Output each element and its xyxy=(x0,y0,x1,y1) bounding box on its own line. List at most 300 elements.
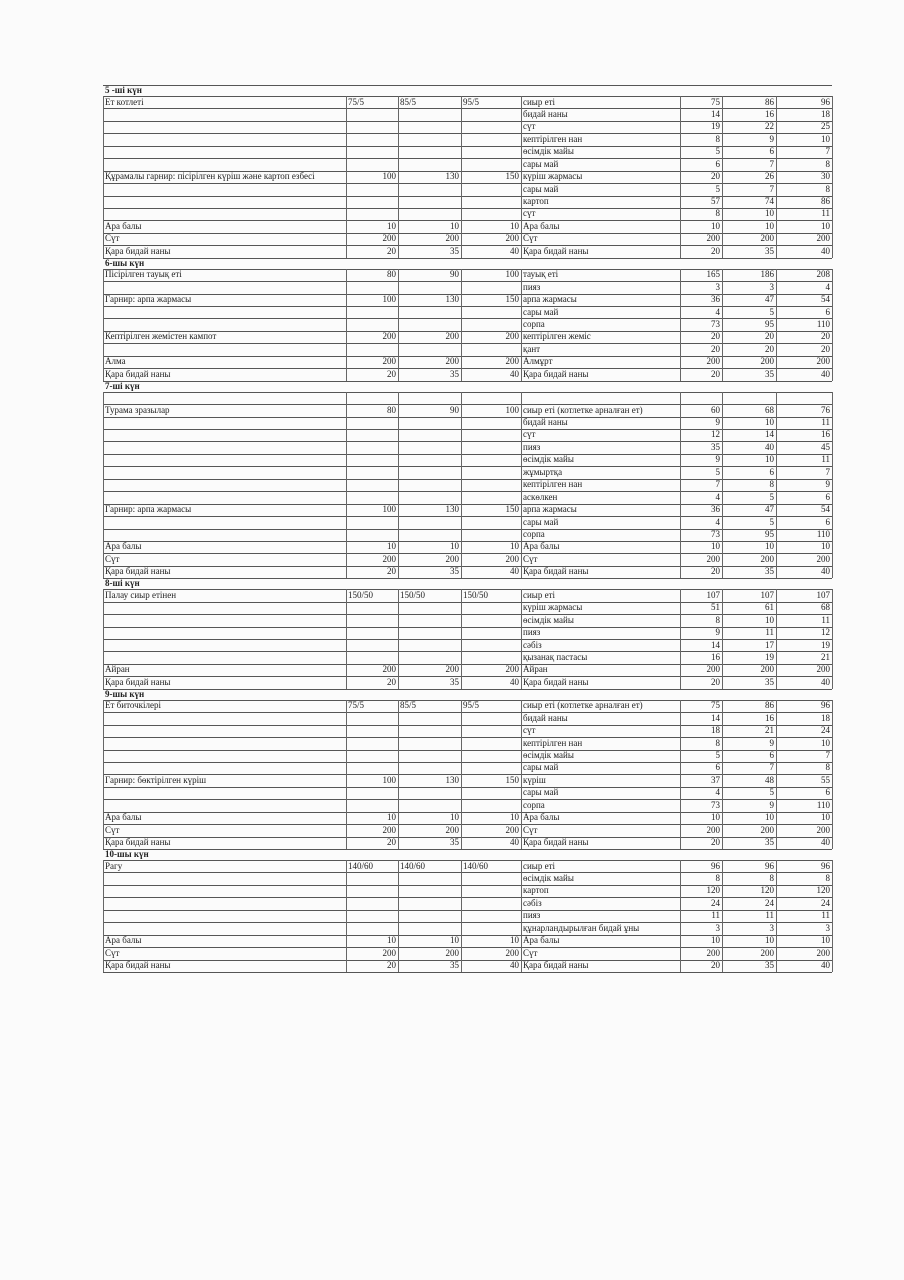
table-cell xyxy=(105,615,344,626)
table-cell xyxy=(400,898,459,909)
column-rule xyxy=(680,700,681,849)
table-cell xyxy=(105,429,344,440)
table-cell xyxy=(400,800,459,811)
table-cell xyxy=(348,492,396,503)
table-cell xyxy=(400,282,459,293)
column-rule xyxy=(832,860,833,972)
table-cell: 200 xyxy=(706,664,720,675)
table-cell: 22 xyxy=(765,121,774,132)
table-cell: 7 xyxy=(769,158,774,169)
table-cell: кептірілген нан xyxy=(523,133,583,144)
table-cell xyxy=(348,159,396,170)
table-cell: 20 xyxy=(387,368,396,379)
table-cell: 40 xyxy=(821,837,830,848)
table-cell xyxy=(348,146,396,157)
column-rule xyxy=(680,96,681,258)
table-cell: бидай наны xyxy=(523,712,568,723)
table-cell: 18 xyxy=(821,108,830,119)
table-rule xyxy=(103,972,832,973)
table-cell: Кептірілген жемістен кампот xyxy=(105,331,217,342)
table-cell: сорпа xyxy=(523,799,545,810)
table-cell: 4 xyxy=(715,787,720,798)
column-rule xyxy=(832,392,833,579)
table-cell xyxy=(348,885,396,896)
column-rule xyxy=(776,392,777,579)
table-cell: 10 xyxy=(821,133,830,144)
table-cell: Қара бидай наны xyxy=(105,960,171,971)
table-cell xyxy=(105,479,344,490)
table-cell: 18 xyxy=(711,725,720,736)
table-cell: 100 xyxy=(505,404,519,415)
table-cell: 8 xyxy=(825,158,830,169)
column-rule xyxy=(461,700,462,849)
table-cell: 35 xyxy=(765,245,774,256)
table-cell xyxy=(348,454,396,465)
table-cell: 20 xyxy=(821,343,830,354)
table-cell xyxy=(463,750,519,761)
column-rule xyxy=(346,860,347,972)
table-cell: 20 xyxy=(711,837,720,848)
table-cell: 6 xyxy=(825,516,830,527)
table-cell: 120 xyxy=(760,885,774,896)
table-cell xyxy=(105,121,344,132)
table-cell: қызанақ пастасы xyxy=(523,651,588,662)
column-rule xyxy=(461,860,462,972)
table-cell: 10 xyxy=(510,541,519,552)
table-cell xyxy=(400,307,459,318)
day-heading: 9-шы күн xyxy=(105,688,145,699)
table-cell: 6 xyxy=(715,762,720,773)
table-cell xyxy=(105,208,344,219)
table-cell xyxy=(400,517,459,528)
table-cell xyxy=(400,467,459,478)
table-cell: Ара балы xyxy=(105,812,142,823)
table-cell xyxy=(348,282,396,293)
table-cell: 16 xyxy=(765,712,774,723)
table-cell: қант xyxy=(523,343,541,354)
table-cell xyxy=(105,134,344,145)
table-cell: 3 xyxy=(825,922,830,933)
table-cell xyxy=(400,134,459,145)
table-cell: 200 xyxy=(816,356,830,367)
table-cell xyxy=(348,898,396,909)
table-cell: 200 xyxy=(445,233,459,244)
table-cell xyxy=(105,319,344,330)
table-cell: 6 xyxy=(769,466,774,477)
table-cell: бидай наны xyxy=(523,108,568,119)
table-cell: 140/60 xyxy=(348,860,374,871)
table-cell: Қара бидай наны xyxy=(105,368,171,379)
column-rule xyxy=(461,392,462,579)
column-rule xyxy=(722,392,723,579)
table-cell xyxy=(348,319,396,330)
table-cell xyxy=(348,738,396,749)
table-cell: 10 xyxy=(821,541,830,552)
table-cell xyxy=(105,392,344,403)
table-cell xyxy=(348,923,396,934)
table-cell xyxy=(463,492,519,503)
table-cell: Ара балы xyxy=(105,541,142,552)
table-cell: 12 xyxy=(711,429,720,440)
table-cell: 4 xyxy=(715,306,720,317)
table-rule xyxy=(103,849,832,850)
table-cell: 40 xyxy=(821,566,830,577)
table-cell: 35 xyxy=(765,566,774,577)
table-cell xyxy=(463,454,519,465)
table-cell: 76 xyxy=(821,404,830,415)
table-cell: 35 xyxy=(450,245,459,256)
table-cell xyxy=(400,873,459,884)
table-cell xyxy=(105,602,344,613)
table-cell: 200 xyxy=(382,947,396,958)
table-cell xyxy=(463,184,519,195)
table-cell: 40 xyxy=(510,960,519,971)
table-cell: 35 xyxy=(765,837,774,848)
table-cell: Қара бидай наны xyxy=(523,960,589,971)
table-cell xyxy=(463,800,519,811)
table-cell: кептірілген жеміс xyxy=(523,331,591,342)
table-cell: 10 xyxy=(450,935,459,946)
table-cell: 10 xyxy=(711,220,720,231)
table-cell: сары май xyxy=(523,306,559,317)
table-cell: 40 xyxy=(821,960,830,971)
table-cell xyxy=(400,208,459,219)
table-cell xyxy=(105,640,344,651)
table-cell: 100 xyxy=(382,504,396,515)
table-cell xyxy=(463,713,519,724)
column-rule xyxy=(103,392,104,579)
table-cell xyxy=(778,392,830,403)
table-cell xyxy=(400,750,459,761)
table-cell: сорпа xyxy=(523,529,545,539)
table-cell: Алма xyxy=(105,356,126,367)
table-cell: 35 xyxy=(765,960,774,971)
table-cell: 9 xyxy=(769,133,774,144)
table-cell xyxy=(348,529,396,540)
table-cell: 10 xyxy=(510,935,519,946)
table-cell: 3 xyxy=(769,281,774,292)
table-cell xyxy=(463,319,519,330)
table-cell: 80 xyxy=(387,404,396,415)
table-cell: аскөлкен xyxy=(523,491,558,502)
column-rule xyxy=(346,589,347,689)
table-cell: 7 xyxy=(769,762,774,773)
table-cell: 96 xyxy=(821,860,830,871)
table-cell: 68 xyxy=(821,602,830,613)
column-rule xyxy=(776,589,777,689)
table-cell: Гарнир: арпа жармасы xyxy=(105,504,192,515)
table-cell: Турама зразылар xyxy=(105,404,170,415)
table-cell: 21 xyxy=(821,651,830,662)
table-cell: Қара бидай наны xyxy=(523,837,589,848)
column-rule xyxy=(722,589,723,689)
table-rule xyxy=(103,258,832,259)
table-cell: 75/5 xyxy=(348,96,365,107)
table-cell xyxy=(105,517,344,528)
table-cell: 120 xyxy=(816,885,830,896)
day-heading: 7-ші күн xyxy=(105,380,140,391)
column-rule xyxy=(346,700,347,849)
table-cell: 7 xyxy=(715,479,720,490)
table-cell: 20 xyxy=(711,245,720,256)
table-cell xyxy=(463,429,519,440)
table-cell xyxy=(463,873,519,884)
column-rule xyxy=(832,96,833,258)
table-cell: 11 xyxy=(765,910,774,921)
table-cell: 8 xyxy=(825,762,830,773)
table-cell xyxy=(463,627,519,638)
table-cell: Сүт xyxy=(523,824,538,835)
table-cell xyxy=(348,417,396,428)
table-cell: 100 xyxy=(382,171,396,182)
table-cell: 36 xyxy=(711,504,720,515)
table-cell xyxy=(463,196,519,207)
table-cell xyxy=(105,442,344,453)
table-cell xyxy=(463,442,519,453)
table-cell: 10 xyxy=(711,541,720,552)
table-cell: 9 xyxy=(715,417,720,428)
table-cell xyxy=(463,885,519,896)
table-cell: 20 xyxy=(711,331,720,342)
table-cell: 100 xyxy=(382,774,396,785)
table-cell: 200 xyxy=(445,553,459,564)
table-cell: 24 xyxy=(711,897,720,908)
table-cell: 54 xyxy=(821,504,830,515)
table-cell: өсімдік майы xyxy=(523,750,574,761)
table-cell: 30 xyxy=(821,171,830,182)
table-cell xyxy=(348,652,396,663)
table-cell xyxy=(348,640,396,651)
table-cell: Қара бидай наны xyxy=(523,566,589,577)
table-cell: 20 xyxy=(765,331,774,342)
table-cell: 130 xyxy=(445,774,459,785)
table-cell xyxy=(463,479,519,490)
table-cell: 10 xyxy=(765,541,774,552)
table-cell: 10 xyxy=(821,935,830,946)
table-cell: 20 xyxy=(711,676,720,687)
table-cell xyxy=(348,762,396,773)
table-cell: 48 xyxy=(765,774,774,785)
table-cell xyxy=(348,910,396,921)
table-cell: 35 xyxy=(450,676,459,687)
table-cell xyxy=(400,738,459,749)
table-cell: 20 xyxy=(387,566,396,577)
table-cell: 200 xyxy=(505,664,519,675)
table-cell: 110 xyxy=(816,799,830,810)
table-cell: 200 xyxy=(505,553,519,564)
table-cell: 26 xyxy=(765,171,774,182)
column-rule xyxy=(776,700,777,849)
table-cell xyxy=(348,208,396,219)
table-cell: 35 xyxy=(765,676,774,687)
day-heading: 6-шы күн xyxy=(105,257,145,268)
table-cell: 200 xyxy=(816,233,830,244)
table-cell: 5 xyxy=(769,306,774,317)
table-cell: 40 xyxy=(510,676,519,687)
table-cell: сары май xyxy=(523,787,559,798)
table-cell: 10 xyxy=(821,737,830,748)
table-cell: 96 xyxy=(711,860,720,871)
table-cell: 200 xyxy=(382,824,396,835)
table-cell: Алмұрт xyxy=(523,356,553,367)
table-cell xyxy=(348,615,396,626)
table-cell: 9 xyxy=(769,799,774,810)
table-cell: 5 xyxy=(715,466,720,477)
table-cell: 9 xyxy=(715,454,720,465)
table-cell: күріш жармасы xyxy=(523,602,583,613)
table-cell xyxy=(348,627,396,638)
table-cell: 7 xyxy=(825,466,830,477)
table-cell xyxy=(105,725,344,736)
table-cell: 200 xyxy=(382,356,396,367)
table-cell: Сүт xyxy=(105,553,120,564)
table-cell xyxy=(400,627,459,638)
table-cell: 20 xyxy=(387,245,396,256)
table-cell xyxy=(105,787,344,798)
column-rule xyxy=(398,589,399,689)
column-rule xyxy=(680,269,681,381)
table-cell: 150 xyxy=(505,294,519,305)
table-cell: 200 xyxy=(382,553,396,564)
table-cell xyxy=(105,910,344,921)
table-cell xyxy=(463,146,519,157)
table-cell: 61 xyxy=(765,602,774,613)
table-cell xyxy=(105,196,344,207)
table-cell: картоп xyxy=(523,885,549,896)
table-cell: 8 xyxy=(825,872,830,883)
table-cell: 10 xyxy=(387,541,396,552)
table-cell: 14 xyxy=(711,108,720,119)
table-cell xyxy=(348,800,396,811)
table-cell: 40 xyxy=(765,441,774,452)
table-cell: сүт xyxy=(523,121,536,132)
table-cell: 5 xyxy=(769,491,774,502)
table-cell: Құрамалы гарнир: пісірілген күріш және картоп езбесі xyxy=(105,171,315,182)
table-cell xyxy=(523,392,678,403)
table-cell: 20 xyxy=(387,676,396,687)
table-cell: 19 xyxy=(821,639,830,650)
table-cell: 10 xyxy=(450,541,459,552)
column-rule xyxy=(103,269,104,381)
table-cell: 20 xyxy=(711,171,720,182)
table-cell: Ара балы xyxy=(105,935,142,946)
table-cell: 14 xyxy=(711,712,720,723)
table-cell: 96 xyxy=(821,96,830,107)
table-cell: 4 xyxy=(715,516,720,527)
table-cell: картоп xyxy=(523,196,549,206)
table-cell: Сүт xyxy=(523,947,538,958)
table-cell: Ара балы xyxy=(105,220,142,231)
table-cell xyxy=(400,319,459,330)
table-cell: 100 xyxy=(505,269,519,280)
column-rule xyxy=(832,700,833,849)
table-cell xyxy=(463,923,519,934)
table-cell: Гарнир: арпа жармасы xyxy=(105,294,192,305)
table-cell xyxy=(105,738,344,749)
table-cell: 55 xyxy=(821,774,830,785)
table-cell: 200 xyxy=(760,233,774,244)
table-cell: 35 xyxy=(450,368,459,379)
table-cell: 11 xyxy=(821,614,830,625)
table-cell: 35 xyxy=(765,368,774,379)
table-cell: 35 xyxy=(450,960,459,971)
table-cell: 7 xyxy=(825,750,830,761)
table-cell: Қара бидай наны xyxy=(105,837,171,848)
table-cell: Ара балы xyxy=(523,935,560,946)
table-cell: 35 xyxy=(450,837,459,848)
table-cell xyxy=(105,885,344,896)
table-cell: 200 xyxy=(505,947,519,958)
table-cell xyxy=(463,417,519,428)
table-cell: 8 xyxy=(715,133,720,144)
column-rule xyxy=(103,700,104,849)
table-cell xyxy=(105,467,344,478)
table-cell xyxy=(105,159,344,170)
table-cell: 90 xyxy=(450,404,459,415)
table-cell: Сүт xyxy=(105,947,120,958)
table-cell: 200 xyxy=(706,356,720,367)
table-cell: Қара бидай наны xyxy=(105,676,171,687)
table-cell: 73 xyxy=(711,318,720,329)
table-cell xyxy=(105,652,344,663)
table-cell: 10 xyxy=(765,417,774,428)
table-cell xyxy=(348,517,396,528)
table-cell xyxy=(463,615,519,626)
table-cell: 68 xyxy=(765,404,774,415)
table-cell: 200 xyxy=(382,233,396,244)
table-cell: пияз xyxy=(523,910,541,921)
table-cell xyxy=(400,146,459,157)
table-cell: 95 xyxy=(765,529,774,539)
table-cell: 8 xyxy=(715,737,720,748)
table-cell: 10 xyxy=(765,454,774,465)
table-cell: Айран xyxy=(523,664,548,675)
table-cell xyxy=(463,467,519,478)
column-rule xyxy=(680,589,681,689)
table-cell: 86 xyxy=(765,96,774,107)
table-cell xyxy=(682,392,720,403)
table-cell: 186 xyxy=(760,269,774,280)
table-cell xyxy=(463,109,519,120)
column-rule xyxy=(776,269,777,381)
column-rule xyxy=(832,589,833,689)
table-cell: сары май xyxy=(523,158,559,169)
table-cell: 20 xyxy=(387,837,396,848)
column-rule xyxy=(103,96,104,258)
table-cell xyxy=(463,392,519,403)
table-cell: 95/5 xyxy=(463,700,480,711)
table-cell: 200 xyxy=(505,331,519,342)
table-cell xyxy=(348,344,396,355)
column-rule xyxy=(521,392,522,579)
table-cell xyxy=(105,627,344,638)
table-cell xyxy=(105,184,344,195)
table-cell: Рагу xyxy=(105,860,123,871)
table-cell: 200 xyxy=(505,356,519,367)
table-cell xyxy=(105,454,344,465)
table-cell: 200 xyxy=(505,824,519,835)
table-cell xyxy=(400,109,459,120)
table-cell xyxy=(400,762,459,773)
table-cell xyxy=(400,442,459,453)
table-cell xyxy=(105,417,344,428)
table-cell: 200 xyxy=(706,233,720,244)
table-cell: 20 xyxy=(711,960,720,971)
table-cell: Қара бидай наны xyxy=(105,566,171,577)
table-cell: 200 xyxy=(445,664,459,675)
table-cell: сары май xyxy=(523,762,559,773)
table-cell: Палау сиыр етінен xyxy=(105,589,177,600)
